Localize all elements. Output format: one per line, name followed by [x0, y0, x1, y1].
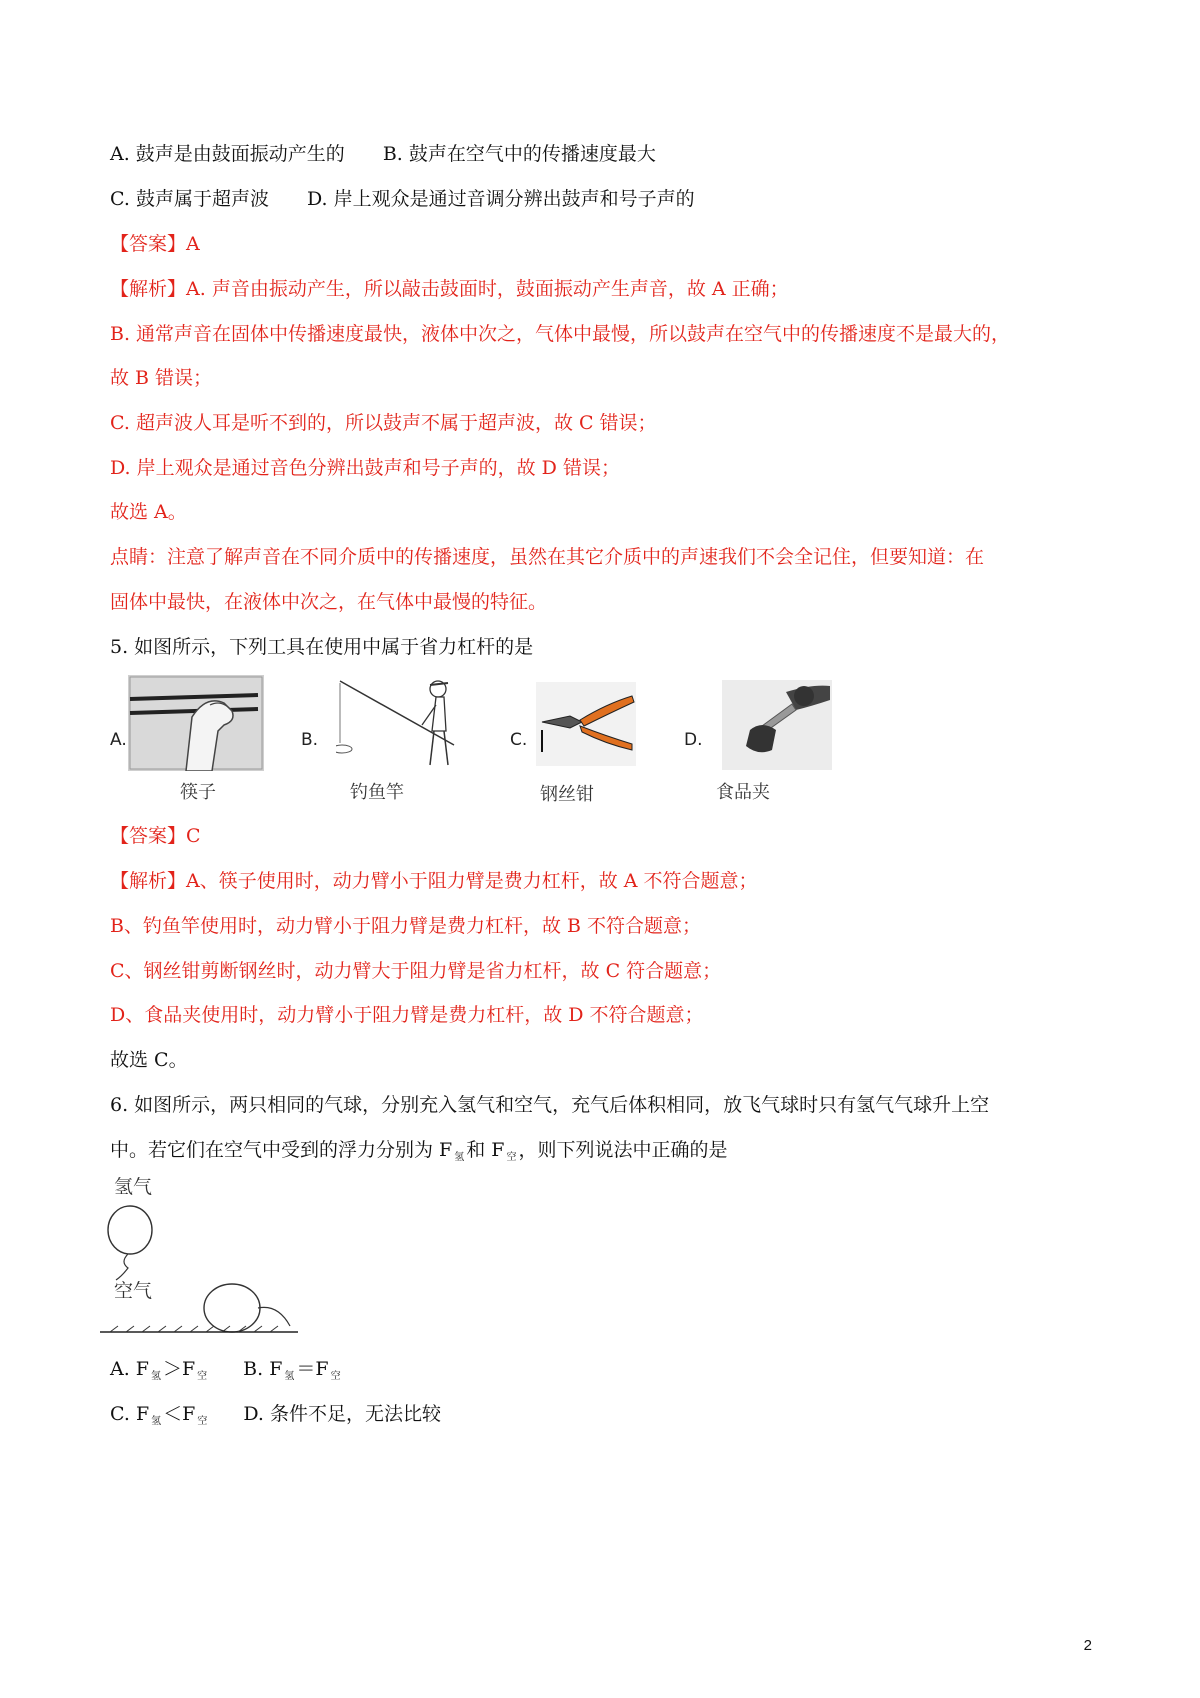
hydrogen-label: 氢气 — [114, 1176, 153, 1198]
q6-option-d: D. 条件不足，无法比较 — [243, 1403, 441, 1425]
q5-label-d: D. — [684, 730, 703, 750]
q6-option-b: B. F $_氢$ ＝F $_空$ — [243, 1358, 341, 1382]
q4-analysis-line: B. 通常声音在固体中传播速度最快，液体中次之，气体中最慢，所以鼓声在空气中的传播速度不是最大的， — [110, 323, 1011, 345]
q4-note-line: 固体中最快，在液体中次之，在气体中最慢的特征。 — [110, 591, 548, 613]
pliers-figure — [536, 682, 636, 766]
q5-answer — [110, 823, 201, 849]
q4-answer — [110, 231, 200, 257]
q5-caption-c: 钢丝钳 — [540, 784, 594, 805]
q4-options-row2 — [110, 186, 695, 212]
q5-question: 5. 如图所示，下列工具在使用中属于省力杠杆的是 — [110, 636, 534, 658]
q6-option-c: C. F $_氢$ ＜F $_空$ — [110, 1403, 208, 1427]
fishing-rod-figure — [336, 675, 464, 771]
q5-caption-d: 食品夹 — [716, 782, 770, 803]
page-number: 2 — [1083, 1637, 1092, 1654]
analysis-tag: 【解析】 — [110, 870, 187, 892]
q6-option-a: A. F $_氢$ ＞F $_空$ — [110, 1358, 208, 1382]
answer-tag: 【答案】 — [110, 233, 187, 255]
q6-question-line2: 中。若它们在空气中受到的浮力分别为 F $_氢$ 和 F $_空$ ，则下列说法中正确的是 — [110, 1139, 728, 1163]
q4-analysis-line: 【解析】A. 声音由振动产生，所以敲击鼓面时，鼓面振动产生声音，故 A 正确； — [110, 278, 789, 300]
q6-question-line1: 6. 如图所示，两只相同的气球，分别充入氢气和空气，充气后体积相同，放飞气球时只有氢气气球升上空 — [110, 1094, 990, 1116]
q5-analysis-line: D、食品夹使用时，动力臂小于阻力臂是费力杠杆，故 D 不符合题意； — [110, 1004, 704, 1026]
chopsticks-figure — [128, 675, 264, 771]
balloons-figure — [98, 1196, 308, 1346]
q5-analysis-line: 故选 C。 — [110, 1049, 188, 1071]
q4-option-c: C. 鼓声属于超声波 — [110, 188, 269, 210]
answer-tag: 【答案】 — [110, 825, 187, 847]
q6-options-row1 — [110, 1356, 343, 1390]
q6-options-row2 — [110, 1401, 441, 1435]
q4-options-row1 — [110, 141, 656, 167]
q4-note-line: 点睛：注意了解声音在不同介质中的传播速度，虽然在其它介质中的声速我们不会全记住，但要知道：在 — [110, 546, 985, 568]
q4-analysis-line: C. 超声波人耳是听不到的，所以鼓声不属于超声波，故 C 错误； — [110, 412, 657, 434]
q4-analysis-line: D. 岸上观众是通过音色分辨出鼓声和号子声的，故 D 错误； — [110, 457, 620, 479]
q4-option-a: A. 鼓声是由鼓面振动产生的 — [110, 143, 345, 165]
q5-label-b: B. — [301, 730, 319, 750]
q5-analysis-line: B、钓鱼竿使用时，动力臂小于阻力臂是费力杠杆，故 B 不符合题意； — [110, 915, 702, 937]
q4-option-d: D. 岸上观众是通过音调分辨出鼓声和号子声的 — [306, 188, 695, 210]
q4-analysis-line: 故选 A。 — [110, 501, 187, 523]
food-tongs-figure — [722, 680, 832, 770]
answer-value: C — [186, 825, 201, 847]
q4-analysis-line: 故 B 错误； — [110, 367, 213, 389]
q5-analysis-line: 【解析】A、筷子使用时，动力臂小于阻力臂是费力杠杆，故 A 不符合题意； — [110, 870, 758, 892]
q5-caption-b: 钓鱼竿 — [350, 782, 404, 803]
analysis-tag: 【解析】 — [110, 278, 187, 300]
air-label: 空气 — [114, 1280, 153, 1302]
q5-caption-a: 筷子 — [180, 782, 216, 803]
q5-label-c: C. — [510, 730, 528, 750]
q5-analysis-line: C、钢丝钳剪断钢丝时，动力臂大于阻力臂是省力杠杆，故 C 符合题意； — [110, 960, 722, 982]
answer-value: A — [186, 233, 200, 255]
q5-label-a: A. — [110, 730, 127, 750]
q4-option-b: B. 鼓声在空气中的传播速度最大 — [382, 143, 656, 165]
